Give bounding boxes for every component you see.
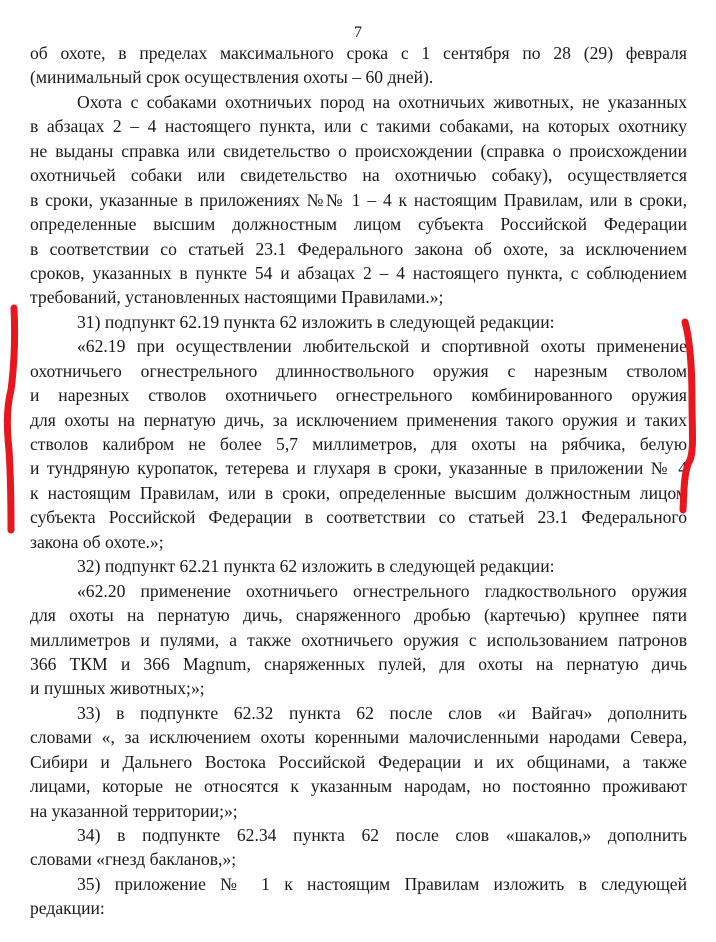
document-body [30, 41, 687, 921]
text-line: Сибири и Дальнего Востока Российской Федерации и их общинами, а также [30, 751, 687, 772]
text-line: сроков, указанных в пункте 54 и абзацах 2 – 4 настоящего пункта, с соблюдением [30, 262, 687, 283]
text-line: об охоте, в пределах максимального срока с 1 сентября по 28 (29) февраля [30, 43, 687, 63]
item-heading: 31) подпункт 62.19 пункта 62 изложить в следующей редакции: [77, 311, 555, 332]
text-line: «62.20 применение охотничьего огнестрельного гладкоствольного оружия [77, 580, 687, 601]
text-line: охотничьей собаки или свидетельство на охотничью собаку), осуществляется [30, 165, 687, 186]
text-line: 366 ТКМ и 366 Magnum, снаряженных пулей, для охоты на пернатую дичь [30, 653, 687, 674]
item-31 [30, 310, 687, 334]
text-line: субъекта Российской Федерации в соответствии со статьей 23.1 Федерального [30, 507, 687, 528]
text-line: миллиметров и пулями, а также охотничьего оружия с использованием патронов [30, 629, 687, 650]
item-33 [30, 701, 687, 823]
left-red-bracket-annotation [0, 300, 30, 540]
text-line: к настоящим Правилам, или в сроки, определенные высшим должностным лицом [30, 482, 687, 503]
text-line: стволов калибром не более 5,7 миллиметров, для охоты на рябчика, белую [30, 434, 687, 454]
text-line: «62.19 при осуществлении любительской и спортивной охоты применение [77, 336, 687, 357]
text-line: словами «гнезд бакланов,»; [30, 849, 237, 870]
text-line: на указанной территории;»; [30, 800, 238, 821]
item-35 [30, 872, 687, 921]
text-line: 33) в подпункте 62.32 пункта 62 после слов «и Вайгач» дополнить [77, 702, 687, 723]
paragraph-continuation [30, 41, 687, 90]
text-line: и нарезных стволов охотничьего огнестрельного комбинированного оружия [30, 385, 687, 406]
text-line: словами «, за исключением охоты коренными малочисленными народами Севера, [30, 727, 687, 748]
text-line: и тундряную куропаток, тетерева и глухаря в сроки, указанные в приложении № 4 [30, 458, 687, 479]
item-heading: 32) подпункт 62.21 пункта 62 изложить в следующей редакции: [77, 556, 555, 577]
text-line: закона об охоте.»; [30, 531, 164, 552]
item-31-quote [30, 334, 687, 554]
text-line: для охоты на пернатую дичь, за исключением применения такого оружия и таких [30, 409, 687, 430]
paragraph-hunting-with-dogs [30, 90, 687, 310]
text-line: в соответствии со статьей 23.1 Федерального закона об охоте, за исключением [30, 238, 687, 259]
right-red-bracket-annotation [676, 310, 706, 520]
page-number: 7 [354, 24, 362, 41]
text-line: редакции: [30, 898, 105, 919]
item-34 [30, 823, 687, 872]
text-line: в абзацах 2 – 4 настоящего пункта, или с такими собаками, на которых охотнику [30, 116, 687, 137]
text-line: определенные высшим должностным лицом субъекта Российской Федерации [30, 214, 687, 235]
text-line: Охота с собаками охотничьих пород на охотничьих животных, не указанных [77, 91, 687, 112]
text-line: лицами, которые не относятся к указанным народам, но постоянно проживают [30, 776, 687, 797]
text-line: не выданы справка или свидетельство о происхождении (справка о происхождении [30, 140, 687, 161]
text-line: для охоты на пернатую дичь, снаряженного дробью (картечью) крупнее пяти [30, 605, 687, 626]
text-line: (минимальный срок осуществления охоты – 60 дней). [30, 67, 434, 88]
text-line: требований, установленных настоящими Правилами.»; [30, 287, 444, 308]
item-32 [30, 554, 687, 578]
text-line: охотничьего огнестрельного длинноствольного оружия с нарезным стволом [30, 360, 687, 381]
text-line: и пушных животных;»; [30, 678, 205, 699]
text-line: 34) в подпункте 62.34 пункта 62 после слов «шакалов,» дополнить [77, 825, 687, 845]
item-32-quote [30, 579, 687, 701]
text-line: в сроки, указанные в приложениях №№ 1 – 4 к настоящим Правилам, или в сроки, [30, 189, 687, 210]
text-line: 35) приложение № 1 к настоящим Правилам изложить в следующей [77, 873, 687, 894]
